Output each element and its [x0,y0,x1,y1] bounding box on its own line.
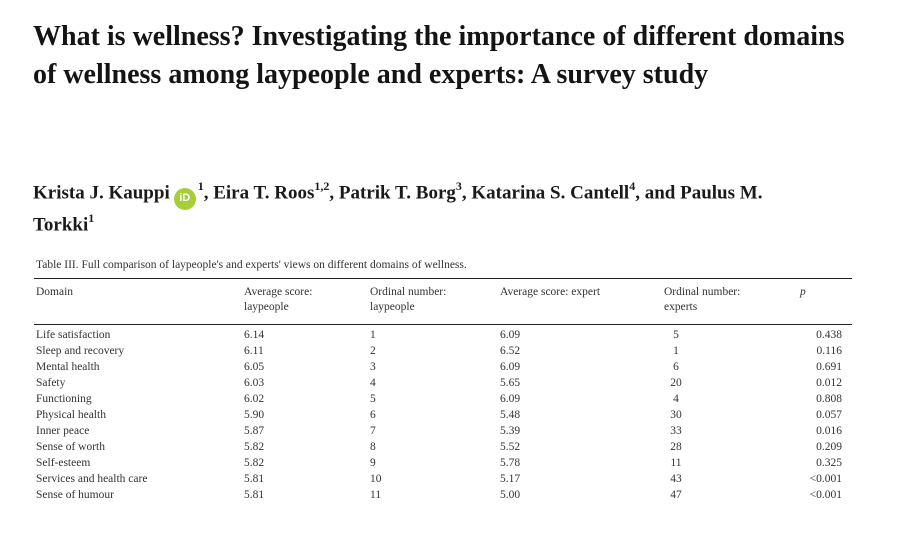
table-row [0,409,904,425]
cell-domain: Sense of worth [36,441,105,453]
author-affiliation: 1,2 [314,179,330,193]
cell-avg-expert: 5.00 [500,489,521,501]
table-top-rule [34,278,852,279]
cell-avg-laypeople: 6.11 [244,345,264,357]
cell-avg-expert: 5.65 [500,377,521,389]
cell-avg-laypeople: 6.03 [244,377,265,389]
cell-p-value: 0.691 [816,361,842,373]
cell-ordinal-laypeople: 10 [370,473,382,485]
table-row [0,441,904,457]
cell-ordinal-experts: 5 [673,329,679,341]
author-affiliation: 1 [197,179,204,193]
cell-ordinal-laypeople: 9 [370,457,376,469]
cell-p-value: 0.057 [816,409,842,421]
cell-domain: Functioning [36,393,92,405]
cell-avg-expert: 5.52 [500,441,521,453]
cell-domain: Inner peace [36,425,90,437]
cell-ordinal-laypeople: 3 [370,361,376,373]
cell-ordinal-laypeople: 6 [370,409,376,421]
cell-ordinal-experts: 1 [673,345,679,357]
cell-p-value: 0.325 [816,457,842,469]
cell-domain: Sleep and recovery [36,345,125,357]
cell-ordinal-experts: 4 [673,393,679,405]
cell-ordinal-experts: 30 [670,409,682,421]
cell-avg-laypeople: 5.82 [244,441,265,453]
author-name[interactable]: Katarina S. Cantell [471,182,630,204]
header-domain: Domain [36,286,74,298]
header-ordinal-laypeople: Ordinal number: laypeople [370,286,447,313]
table-row [0,345,904,361]
table-row [0,361,904,377]
cell-avg-expert: 5.39 [500,425,521,437]
author-name[interactable]: Patrik T. Borg [338,182,456,204]
cell-ordinal-laypeople: 4 [370,377,376,389]
cell-p-value: <0.001 [809,489,842,501]
cell-avg-expert: 6.09 [500,329,521,341]
header-ordinal-experts: Ordinal number: experts [664,286,741,313]
cell-ordinal-laypeople: 11 [370,489,382,501]
table-row [0,393,904,409]
cell-avg-laypeople: 6.05 [244,361,265,373]
cell-domain: Services and health care [36,473,148,485]
cell-avg-laypeople: 5.82 [244,457,265,469]
table-row [0,329,904,345]
header-avg-laypeople: Average score: laypeople [244,286,313,313]
header-avg-expert: Average score: expert [500,286,601,298]
author-name[interactable]: Eira T. Roos [213,182,315,204]
cell-ordinal-experts: 20 [670,377,682,389]
cell-domain: Safety [36,377,66,389]
cell-p-value: 0.016 [816,425,842,437]
cell-ordinal-laypeople: 5 [370,393,376,405]
cell-ordinal-laypeople: 1 [370,329,376,341]
cell-avg-laypeople: 6.02 [244,393,265,405]
cell-ordinal-experts: 28 [670,441,682,453]
table-caption: Table III. Full comparison of laypeople's and experts' views on different domains of wellness. [36,259,467,271]
cell-avg-laypeople: 5.87 [244,425,265,437]
paper-title: What is wellness? Investigating the importance of different domains of wellness among laypeople and experts: A survey study [33,21,845,90]
header-p-value: p [800,286,806,298]
cell-p-value: 0.012 [816,377,842,389]
cell-avg-expert: 6.52 [500,345,521,357]
cell-ordinal-experts: 47 [670,489,682,501]
cell-p-value: 0.116 [816,345,842,357]
cell-avg-expert: 5.17 [500,473,521,485]
cell-ordinal-experts: 43 [670,473,682,485]
cell-ordinal-experts: 11 [670,457,682,469]
cell-avg-laypeople: 5.90 [244,409,265,421]
orcid-icon[interactable]: iD [174,188,196,210]
author-affiliation: 3 [455,179,462,193]
author-name[interactable]: Torkki [33,213,89,235]
cell-ordinal-laypeople: 2 [370,345,376,357]
author-list: Krista J. Kauppi $iD^1$, Eira T. Roos$^{1,2}$, Patrik T. Borg$^3$, Katarina S. Cantell$^4$, and Paulus M. Torkki$^1$ [33,179,763,235]
cell-domain: Life satisfaction [36,329,111,341]
cell-avg-expert: 6.09 [500,361,521,373]
cell-avg-laypeople: 5.81 [244,489,265,501]
table-row [0,377,904,393]
table-row [0,425,904,441]
cell-ordinal-experts: 33 [670,425,682,437]
table-header-rule [34,324,852,325]
cell-p-value: 0.808 [816,393,842,405]
cell-ordinal-laypeople: 8 [370,441,376,453]
cell-avg-laypeople: 6.14 [244,329,265,341]
cell-ordinal-laypeople: 7 [370,425,376,437]
cell-avg-expert: 5.48 [500,409,521,421]
cell-domain: Mental health [36,361,100,373]
cell-p-value: <0.001 [809,473,842,485]
author-name[interactable]: Krista J. Kauppi [33,182,170,204]
table-row [0,457,904,473]
cell-avg-expert: 6.09 [500,393,521,405]
cell-p-value: 0.438 [816,329,842,341]
table-row [0,473,904,489]
cell-domain: Sense of humour [36,489,114,501]
cell-domain: Self-esteem [36,457,91,469]
cell-domain: Physical health [36,409,106,421]
cell-avg-expert: 5.78 [500,457,521,469]
table-row [0,489,904,505]
author-affiliation: 4 [629,179,636,193]
author-affiliation: 1 [88,210,95,225]
cell-avg-laypeople: 5.81 [244,473,265,485]
cell-p-value: 0.209 [816,441,842,453]
author-name[interactable]: and Paulus M. [644,182,763,204]
cell-ordinal-experts: 6 [673,361,679,373]
